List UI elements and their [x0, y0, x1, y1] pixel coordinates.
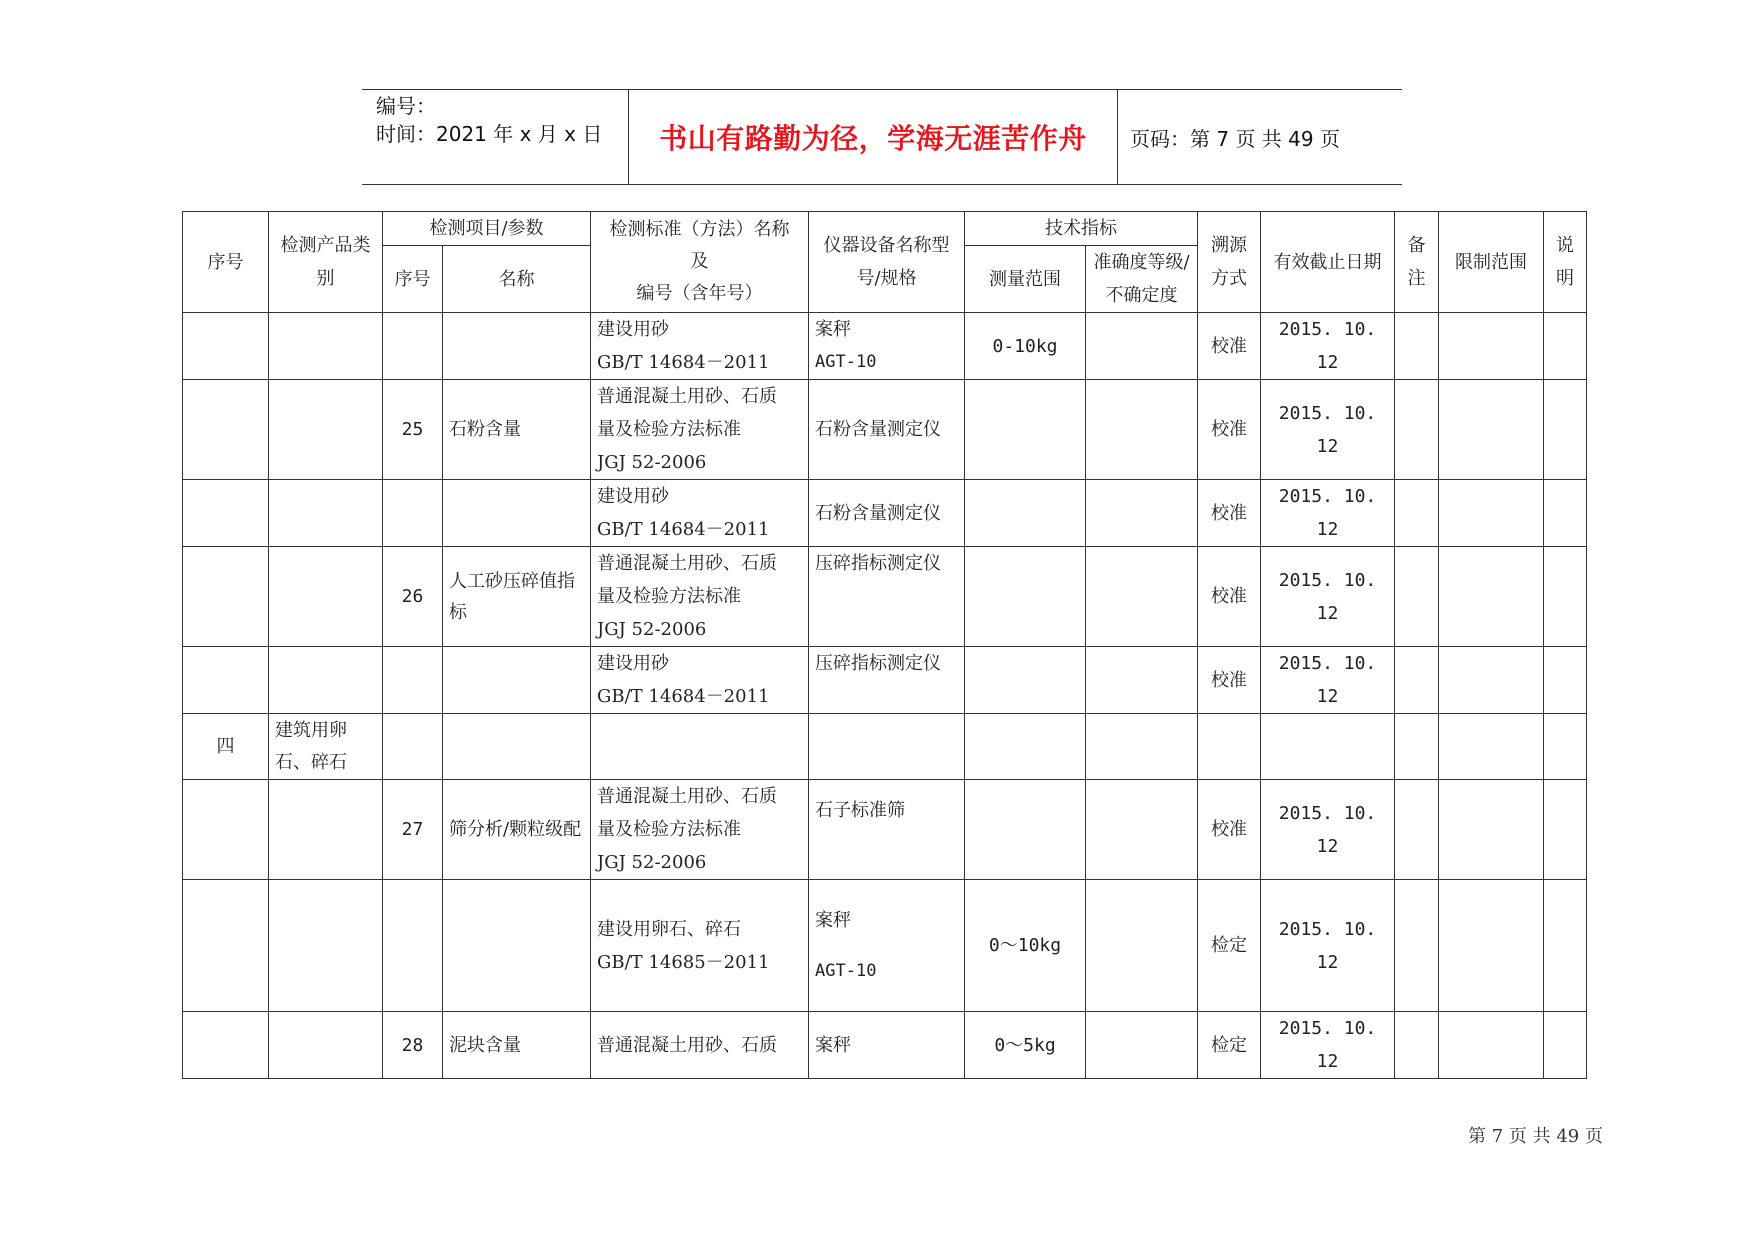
col-category: 检测产品类别 — [269, 212, 383, 313]
standard-cell: 普通混凝土用砂、石质 量及检验方法标准 JGJ 52-2006 — [591, 547, 809, 647]
col-standard: 检测标准（方法）名称 及 编号（含年号） — [591, 212, 809, 313]
col-item-group: 检测项目/参数 — [383, 212, 591, 246]
col-limit: 限制范围 — [1439, 212, 1544, 313]
time-label: 时间：2021 年 x 月 x 日 — [376, 122, 603, 146]
col-accuracy: 准确度等级/不确定度 — [1086, 246, 1198, 313]
header-meta — [362, 90, 628, 184]
col-tech: 技术指标 — [965, 212, 1198, 246]
device-cell: 案秤 AGT-10 — [809, 880, 965, 1012]
number-label: 编号： — [376, 94, 436, 118]
standard-cell: 建设用砂 GB/T 14684－2011 — [591, 647, 809, 714]
page-footer: 第 7 页 共 49 页 — [1468, 1126, 1603, 1147]
header-row-1 — [183, 212, 1587, 246]
standard-cell: 普通混凝土用砂、石质 量及检验方法标准 JGJ 52-2006 — [591, 380, 809, 480]
col-item-name: 名称 — [443, 246, 591, 313]
slogan: 书山有路勤为径，学海无涯苦作舟 — [628, 90, 1118, 184]
table-row: 建设用卵石、碎石 GB/T 14685－2011 案秤 AGT-10 0～10kg 检定 2015. 10. 12 — [183, 880, 1587, 1012]
table-row: 28 泥块含量 普通混凝土用砂、石质 案秤 0～5kg 检定 2015. 10. 12 — [183, 1012, 1587, 1079]
page-info: 页码：第 7 页 共 49 页 — [1130, 126, 1340, 151]
standard-cell: 建设用卵石、碎石 GB/T 14685－2011 — [591, 880, 809, 1012]
table-row: 建设用砂 GB/T 14684－2011 压碎指标测定仪 校准 2015. 10. 12 — [183, 647, 1587, 714]
table-row: 四 建筑用卵石、碎石 — [183, 714, 1587, 780]
device-cell: 案秤 AGT-10 — [809, 313, 965, 380]
col-device: 仪器设备名称型号/规格 — [809, 212, 965, 313]
col-range: 测量范围 — [965, 246, 1086, 313]
document-header — [362, 89, 1402, 185]
table-row: 25 石粉含量 普通混凝土用砂、石质 量及检验方法标准 JGJ 52-2006 石粉含量测定仪 校准 2015. 10. 12 — [183, 380, 1587, 480]
table-row: 建设用砂 GB/T 14684－2011 石粉含量测定仪 校准 2015. 10. 12 — [183, 480, 1587, 547]
col-explain: 说明 — [1544, 212, 1587, 313]
table-row: 建设用砂 GB/T 14684－2011 案秤 AGT-10 0-10kg 校准 2015. 10. 12 — [183, 313, 1587, 380]
standard-cell: 建设用砂 GB/T 14684－2011 — [591, 480, 809, 547]
col-item-no: 序号 — [383, 246, 443, 313]
table-row: 26 人工砂压碎值指标 普通混凝土用砂、石质 量及检验方法标准 JGJ 52-2006 压碎指标测定仪 校准 2015. 10. 12 — [183, 547, 1587, 647]
col-seq: 序号 — [183, 212, 269, 313]
standard-cell: 普通混凝土用砂、石质 量及检验方法标准 JGJ 52-2006 — [591, 780, 809, 880]
inspection-table — [182, 211, 1587, 1079]
col-note: 备注 — [1395, 212, 1439, 313]
col-expiry: 有效截止日期 — [1261, 212, 1395, 313]
col-trace: 溯源方式 — [1198, 212, 1261, 313]
table-row: 27 筛分析/颗粒级配 普通混凝土用砂、石质 量及检验方法标准 JGJ 52-2006 石子标准筛 校准 2015. 10. 12 — [183, 780, 1587, 880]
standard-cell: 建设用砂 GB/T 14684－2011 — [591, 313, 809, 380]
